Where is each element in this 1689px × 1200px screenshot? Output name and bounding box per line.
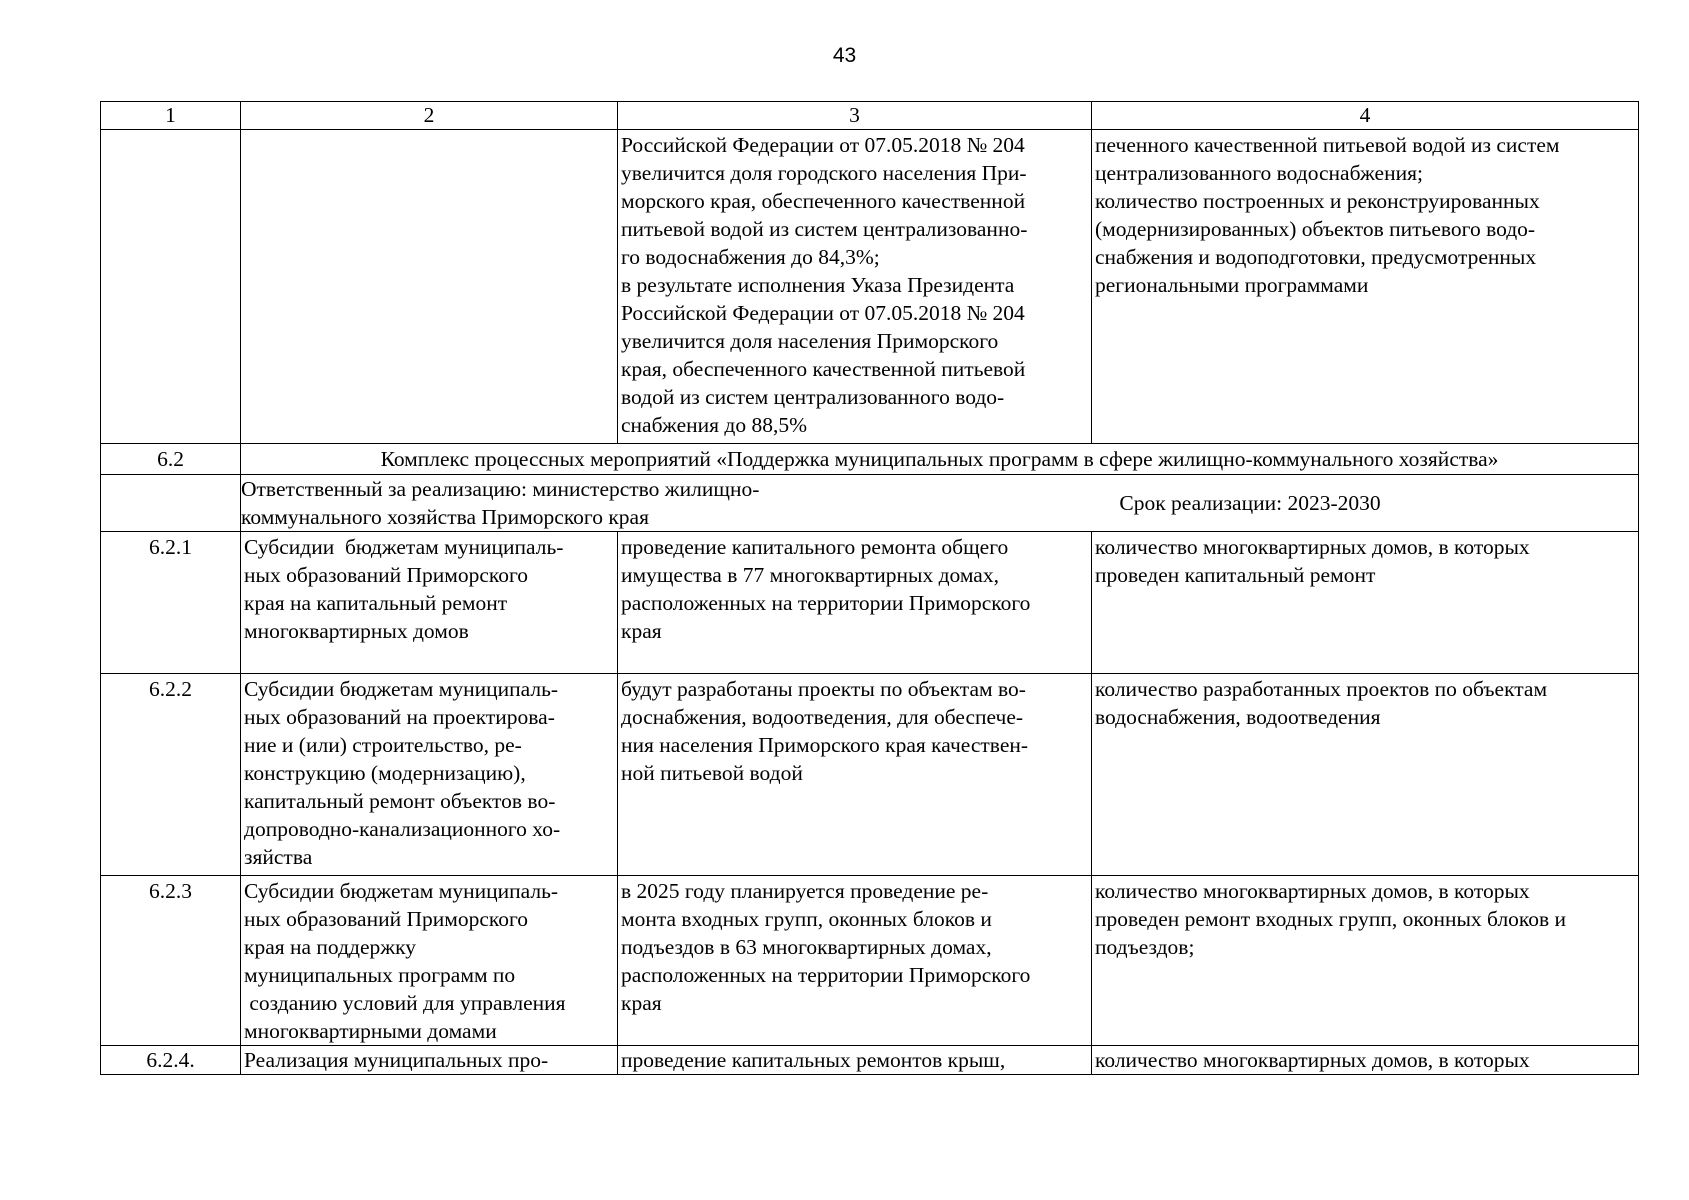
responsible-row: [101, 475, 1639, 532]
program-table: [100, 101, 1639, 1075]
text-line: доснабжения, водоотведения, для обеспече-: [621, 705, 1024, 729]
header-col-1: 1: [101, 102, 241, 130]
cell-result: [618, 1046, 1092, 1075]
table-row: [101, 1046, 1639, 1075]
text-line: расположенных на территории Приморского: [621, 963, 1031, 987]
text-line: количество многоквартирных домов, в которых: [1095, 879, 1530, 903]
text-line: морского края, обеспеченного качественной: [621, 189, 1026, 213]
text-line: водоснабжения, водоотведения: [1095, 705, 1381, 729]
responsible-cell: [241, 475, 1639, 532]
cell-result: [618, 130, 1092, 444]
text-line: Российской Федерации от 07.05.2018 № 204: [621, 133, 1025, 157]
row-number: 6.2.3: [101, 876, 241, 1046]
cell-activity: [241, 130, 618, 444]
cell-activity: [241, 876, 618, 1046]
text-line: многоквартирных домов: [244, 619, 469, 643]
text-line: централизованного водоснабжения;: [1095, 161, 1423, 185]
text-line: подъездов;: [1095, 935, 1195, 959]
text-line: снабжения и водоподготовки, предусмотренных: [1095, 245, 1537, 269]
cell-number: [101, 130, 241, 444]
text-line: многоквартирными домами: [244, 1019, 497, 1043]
text-line: имущества в 77 многоквартирных домах,: [621, 563, 999, 587]
text-line: края на поддержку: [244, 935, 416, 959]
text-line: ных образований Приморского: [244, 563, 529, 587]
cell-activity: [241, 674, 618, 876]
cell-indicator: [1092, 1046, 1639, 1075]
cell-activity: [241, 1046, 618, 1075]
text-line: Ответственный за реализацию: министерство жилищно-: [241, 477, 760, 501]
text-line: капитальный ремонт объектов во-: [244, 789, 556, 813]
text-line: созданию условий для управления: [244, 991, 566, 1015]
text-line: конструкцию (модернизацию),: [244, 761, 526, 785]
text-line: муниципальных программ по: [244, 963, 516, 987]
text-line: количество разработанных проектов по объектам: [1095, 677, 1548, 701]
text-line: расположенных на территории Приморского: [621, 591, 1031, 615]
text-line: количество построенных и реконструированных: [1095, 189, 1540, 213]
text-line: Российской Федерации от 07.05.2018 № 204: [621, 301, 1025, 325]
cell-indicator: [1092, 532, 1639, 674]
text-line: в 2025 году планируется проведение ре-: [621, 879, 989, 903]
table-row: [101, 674, 1639, 876]
text-line: края: [621, 619, 662, 643]
header-col-3: 3: [618, 102, 1092, 130]
cell-activity: [241, 532, 618, 674]
responsible-text: [241, 475, 862, 531]
table-row-continuation: [101, 130, 1639, 444]
text-line: водой из систем централизованного водо-: [621, 385, 1005, 409]
cell-result: [618, 674, 1092, 876]
text-line: увеличится доля населения Приморского: [621, 329, 999, 353]
text-line: проведен ремонт входных групп, оконных блоков и: [1095, 907, 1567, 931]
page-number: 43: [832, 44, 857, 67]
text-line: региональными программами: [1095, 273, 1369, 297]
text-line: края: [621, 991, 662, 1015]
cell-number: [101, 475, 241, 532]
row-number: 6.2.2: [101, 674, 241, 876]
implementation-term: Срок реализации: 2023-2030: [1119, 491, 1381, 515]
text-line: подъездов в 63 многоквартирных домах,: [621, 935, 992, 959]
cell-indicator: [1092, 876, 1639, 1046]
cell-indicator: [1092, 674, 1639, 876]
text-line: будут разработаны проекты по объектам во-: [621, 677, 1026, 701]
text-line: го водоснабжения до 84,3%;: [621, 245, 880, 269]
row-number: 6.2.1: [101, 532, 241, 674]
text-line: увеличится доля городского населения При-: [621, 161, 1027, 185]
responsible-inner: [241, 475, 1638, 531]
text-line: края на капитальный ремонт: [244, 591, 508, 615]
text-line: Субсидии бюджетам муниципаль-: [244, 535, 564, 559]
text-line: Реализация муниципальных про-: [244, 1048, 549, 1072]
text-line: Субсидии бюджетам муниципаль-: [244, 879, 559, 903]
cell-result: [618, 876, 1092, 1046]
row-number: 6.2.4.: [101, 1046, 241, 1075]
text-line: проведен капитальный ремонт: [1095, 563, 1376, 587]
text-line: количество многоквартирных домов, в которых: [1095, 535, 1530, 559]
text-line: ной питьевой водой: [621, 761, 803, 785]
cell-indicator: [1092, 130, 1639, 444]
cell-result: [618, 532, 1092, 674]
text-line: снабжения до 88,5%: [621, 413, 807, 437]
text-line: ных образований на проектирова-: [244, 705, 555, 729]
text-line: проведение капитального ремонта общего: [621, 535, 1009, 559]
section-row: [101, 444, 1639, 475]
text-line: ных образований Приморского: [244, 907, 529, 931]
text-line: в результате исполнения Указа Президента: [621, 273, 1015, 297]
table-row: [101, 532, 1639, 674]
header-col-4: 4: [1092, 102, 1639, 130]
section-number: 6.2: [101, 444, 241, 475]
header-col-2: 2: [241, 102, 618, 130]
section-title: Комплекс процессных мероприятий «Поддержка муниципальных программ в сфере жилищно-коммунального хозяйства»: [241, 444, 1639, 475]
text-line: края, обеспеченного качественной питьевой: [621, 357, 1026, 381]
table-row: [101, 876, 1639, 1046]
text-line: проведение капитальных ремонтов крыш,: [621, 1048, 1006, 1072]
text-line: коммунального хозяйства Приморского края: [241, 505, 649, 529]
text-line: количество многоквартирных домов, в которых: [1095, 1048, 1530, 1072]
text-line: допроводно-канализационного хо-: [244, 817, 561, 841]
text-line: Субсидии бюджетам муниципаль-: [244, 677, 559, 701]
text-line: зяйства: [244, 845, 313, 869]
text-line: ния населения Приморского края качествен-: [621, 733, 1029, 757]
text-line: монта входных групп, оконных блоков и: [621, 907, 992, 931]
text-line: ние и (или) строительство, ре-: [244, 733, 522, 757]
table-header-row: [101, 102, 1639, 130]
text-line: питьевой водой из систем централизованно-: [621, 217, 1028, 241]
text-line: (модернизированных) объектов питьевого водо-: [1095, 217, 1536, 241]
text-line: печенного качественной питьевой водой из систем: [1095, 133, 1560, 157]
